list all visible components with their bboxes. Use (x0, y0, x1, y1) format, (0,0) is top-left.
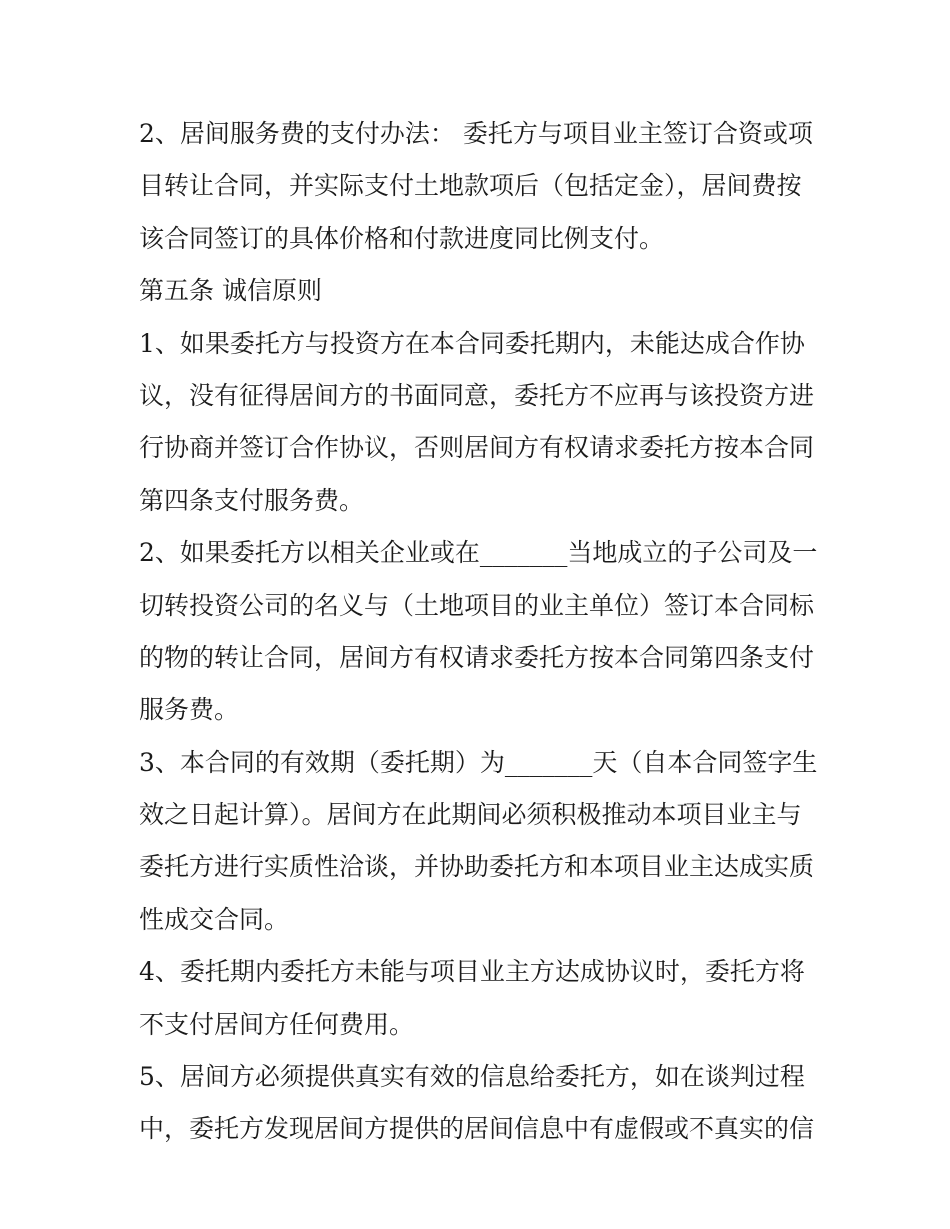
text-line: 1、如果委托方与投资方在本合同委托期内，未能达成合作协 (139, 328, 805, 358)
text-line: 议，没有征得居间方的书面同意，委托方不应再与该投资方进 (139, 380, 815, 410)
text-line: 切转投资公司的名义与（土地项目的业主单位）签订本合同标 (139, 590, 815, 620)
text-line: 性成交合同。 (139, 904, 290, 934)
text-line: 5、居间方必须提供真实有效的信息给委托方，如在谈判过程 (139, 1062, 805, 1092)
text-line: 该合同签订的具体价格和付款进度同比例支付。 (139, 223, 665, 253)
text-line: 目转让合同，并实际支付土地款项后（包括定金），居间费按 (139, 171, 802, 201)
text-line: 不支付居间方任何费用。 (139, 1009, 415, 1039)
document-body (139, 108, 819, 1156)
text-line: 3、本合同的有效期（委托期）为_______天（自本合同签字生 (139, 747, 818, 777)
text-line: 4、委托期内委托方未能与项目业主方达成协议时，委托方将 (139, 957, 805, 987)
text-line: 服务费。 (139, 695, 240, 725)
text-line: 2、居间服务费的支付办法： 委托方与项目业主签订合资或项 (139, 119, 813, 148)
section-heading: 第五条 诚信原则 (139, 276, 322, 306)
text-line: 第四条支付服务费。 (139, 485, 365, 515)
text-line: 效之日起计算）。居间方在此期间必须积极推动本项目业主与 (139, 800, 802, 830)
text-line: 行协商并签订合作协议，否则居间方有权请求委托方按本合同 (139, 433, 815, 463)
text-line: 委托方进行实质性洽谈，并协助委托方和本项目业主达成实质 (139, 852, 815, 882)
text-line: 的物的转让合同，居间方有权请求委托方按本合同第四条支付 (139, 642, 815, 672)
text-line: 2、如果委托方以相关企业或在_______当地成立的子公司及一 (139, 538, 818, 568)
text-line: 中，委托方发现居间方提供的居间信息中有虚假或不真实的信 (139, 1114, 815, 1144)
